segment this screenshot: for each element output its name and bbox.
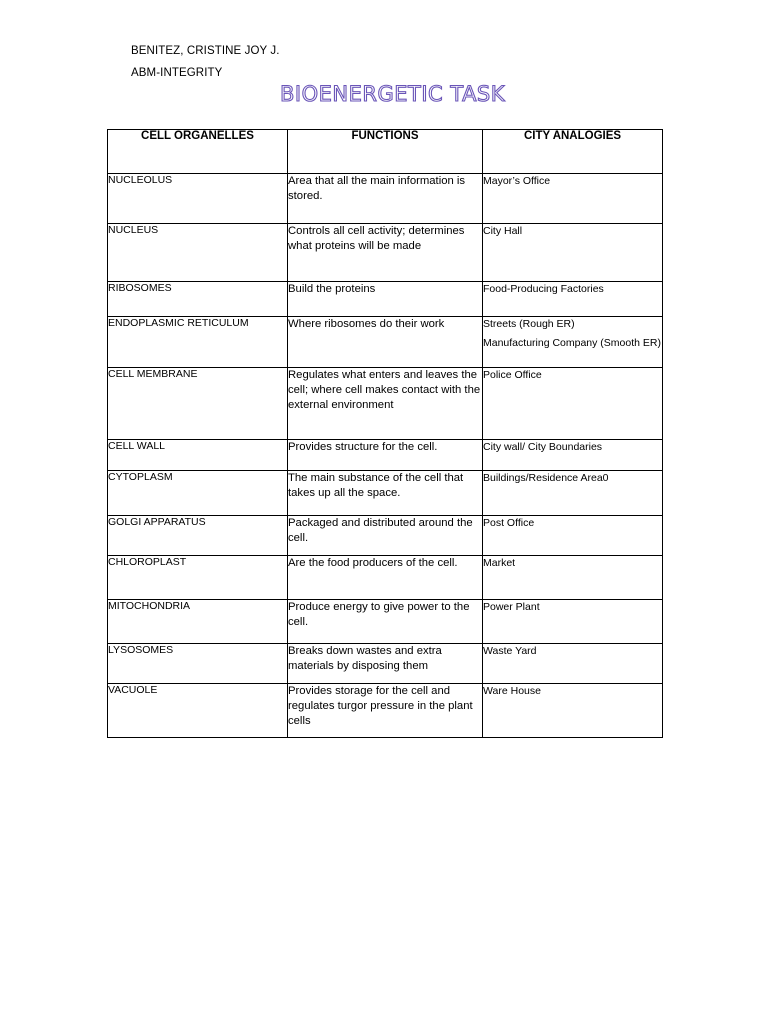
organelle-cell: CELL WALL: [108, 440, 288, 471]
function-cell: The main substance of the cell that takes up all the space.: [288, 471, 483, 516]
organelle-cell: CYTOPLASM: [108, 471, 288, 516]
table-row: [108, 471, 663, 516]
analogy-cell: [483, 644, 663, 684]
table-row: [108, 556, 663, 600]
table-row: [108, 174, 663, 224]
function-cell: Are the food producers of the cell.: [288, 556, 483, 600]
organelle-cell: RIBOSOMES: [108, 282, 288, 317]
table-row: [108, 282, 663, 317]
analogy-cell: [483, 684, 663, 738]
analogy-cell: [483, 224, 663, 282]
table-row: [108, 368, 663, 440]
function-cell: Area that all the main information is stored.: [288, 174, 483, 224]
analogy-text: Power Plant: [483, 601, 540, 613]
function-cell: Provides storage for the cell and regulates turgor pressure in the plant cells: [288, 684, 483, 738]
table-row: [108, 684, 663, 738]
organelle-cell: ENDOPLASMIC RETICULUM: [108, 317, 288, 368]
analogy-text: Mayor’s Office: [483, 175, 551, 187]
analogy-text: Manufacturing Company (Smooth ER): [483, 337, 661, 349]
column-header-analogies: CITY ANALOGIES: [483, 130, 663, 174]
analogy-text: City wall/ City Boundaries: [483, 441, 603, 453]
table-row: [108, 224, 663, 282]
function-cell: Controls all cell activity; determines what proteins will be made: [288, 224, 483, 282]
table-body: [108, 174, 663, 738]
analogy-text: Waste Yard: [483, 645, 537, 657]
function-cell: Breaks down wastes and extra materials by disposing them: [288, 644, 483, 684]
table-header-row: [108, 130, 663, 174]
function-cell: Build the proteins: [288, 282, 483, 317]
section-name: ABM-INTEGRITY: [131, 67, 223, 79]
table-row: [108, 516, 663, 556]
analogy-cell: [483, 440, 663, 471]
analogy-cell: [483, 317, 663, 368]
column-header-functions: FUNCTIONS: [288, 130, 483, 174]
organelle-cell: LYSOSOMES: [108, 644, 288, 684]
analogy-cell: [483, 471, 663, 516]
table-row: [108, 440, 663, 471]
analogy-text: Streets (Rough ER): [483, 318, 575, 330]
analogy-text: City Hall: [483, 225, 523, 237]
organelle-cell: CELL MEMBRANE: [108, 368, 288, 440]
function-cell: Provides structure for the cell.: [288, 440, 483, 471]
organelles-table: [107, 129, 663, 738]
table-row: [108, 317, 663, 368]
organelle-cell: VACUOLE: [108, 684, 288, 738]
function-cell: Where ribosomes do their work: [288, 317, 483, 368]
analogy-cell: [483, 600, 663, 644]
analogy-text: Market: [483, 557, 516, 569]
table-row: [108, 644, 663, 684]
analogy-text: Buildings/Residence Area0: [483, 472, 609, 484]
function-cell: Packaged and distributed around the cell.: [288, 516, 483, 556]
analogy-text: Police Office: [483, 369, 542, 381]
analogy-cell: [483, 174, 663, 224]
analogy-cell: [483, 368, 663, 440]
analogy-text: Food-Producing Factories: [483, 283, 604, 295]
function-cell: Regulates what enters and leaves the cell; where cell makes contact with the external environment: [288, 368, 483, 440]
analogy-cell: [483, 516, 663, 556]
column-header-organelles: CELL ORGANELLES: [108, 130, 288, 174]
organelle-cell: NUCLEOLUS: [108, 174, 288, 224]
analogy-cell: [483, 556, 663, 600]
organelle-cell: NUCLEUS: [108, 224, 288, 282]
student-name: BENITEZ, CRISTINE JOY J.: [131, 45, 280, 57]
document-title: BIOENERGETIC TASK: [280, 82, 506, 106]
analogy-cell: [483, 282, 663, 317]
table-row: [108, 600, 663, 644]
organelle-cell: GOLGI APPARATUS: [108, 516, 288, 556]
organelle-cell: CHLOROPLAST: [108, 556, 288, 600]
function-cell: Produce energy to give power to the cell.: [288, 600, 483, 644]
analogy-text: Post Office: [483, 517, 535, 529]
analogy-text: Ware House: [483, 685, 541, 697]
organelle-cell: MITOCHONDRIA: [108, 600, 288, 644]
